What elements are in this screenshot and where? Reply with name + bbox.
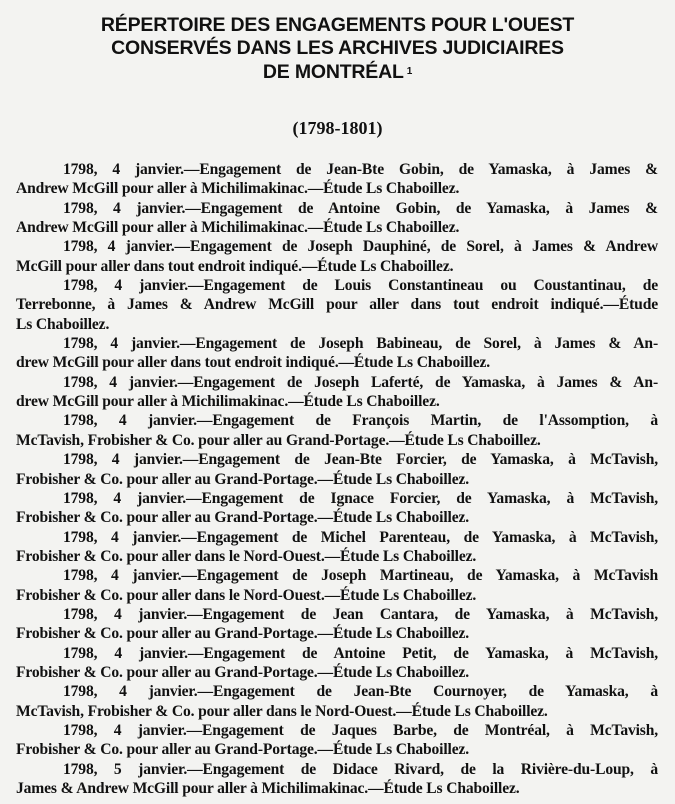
entry-line: 1798, 4 janvier.—Engagement de Ignace Forcier, de Yamaska, à McTavish,	[63, 489, 658, 507]
entry-line: 1798, 4 janvier.—Engagement de Joseph Martineau, de Yamaska, à McTavish	[63, 567, 658, 585]
entry-line: 1798, 4 janvier.—Engagement de Antoine Gobin, de Yamaska, à James &	[63, 199, 658, 217]
title-line	[0, 60, 675, 84]
entry-line: Frobisher & Co. pour aller au Grand-Portage.—Étude Ls Chaboillez.	[16, 470, 470, 488]
title-line: CONSERVÉS DANS LES ARCHIVES JUDICIAIRES	[111, 37, 564, 59]
entry-line: 1798, 4 janvier.—Engagement de Joseph Babineau, de Sorel, à James & An-	[63, 335, 658, 353]
entry-line: 1798, 4 janvier.—Engagement de Jean-Bte Forcier, de Yamaska, à McTavish,	[63, 451, 658, 469]
entry-line: 1798, 4 janvier.—Engagement de Louis Constantineau ou Coustantinau, de	[63, 277, 658, 295]
engagement-entry	[16, 334, 658, 373]
engagement-entry	[16, 760, 658, 799]
entry-line: Andrew McGill pour aller à Michilimakinac.—Étude Ls Chaboillez.	[16, 219, 460, 237]
entry-line: 1798, 4 janvier.—Engagement de Jaques Barbe, de Montréal, à McTavish,	[63, 721, 658, 739]
engagement-entry	[16, 644, 658, 683]
date-range-subtitle: (1798-1801)	[292, 118, 383, 138]
entry-line: Ls Chaboillez.	[16, 315, 110, 333]
entry-line: 1798, 5 janvier.—Engagement de Didace Rivard, de la Rivière-du-Loup, à	[63, 760, 658, 778]
title-line: RÉPERTOIRE DES ENGAGEMENTS POUR L'OUEST	[100, 14, 575, 36]
entry-line: Frobisher & Co. pour aller au Grand-Portage.—Étude Ls Chaboillez.	[16, 663, 470, 681]
entry-line: Frobisher & Co. pour aller au Grand-Portage.—Étude Ls Chaboillez.	[16, 625, 470, 643]
engagement-entry	[16, 721, 658, 760]
entry-line: McTavish, Frobisher & Co. pour aller dans le Nord-Ouest.—Étude Ls Chaboillez.	[16, 702, 548, 720]
entry-line: drew McGill pour aller dans tout endroit indiqué.—Étude Ls Chaboillez.	[16, 354, 490, 372]
engagement-entry	[16, 199, 658, 238]
entry-line: Frobisher & Co. pour aller au Grand-Portage.—Étude Ls Chaboillez.	[16, 509, 470, 527]
engagement-entry	[16, 276, 658, 334]
engagement-entry	[16, 605, 658, 644]
entry-line: McGill pour aller dans tout endroit indiqué.—Étude Ls Chaboillez.	[16, 257, 454, 275]
entry-line: McTavish, Frobisher & Co. pour aller au Grand-Portage.—Étude Ls Chaboillez.	[16, 431, 541, 449]
document-title	[0, 14, 675, 84]
engagement-entry	[16, 450, 658, 489]
entries-list	[16, 160, 658, 798]
engagement-entry	[16, 373, 658, 412]
entry-line: drew McGill pour aller à Michilimakinac.—Étude Ls Chaboillez.	[16, 393, 440, 411]
entry-line: 1798, 4 janvier.—Engagement de Michel Parenteau, de Yamaska, à McTavish,	[63, 528, 658, 546]
engagement-entry	[16, 160, 658, 199]
engagement-entry	[16, 528, 658, 567]
engagement-entry	[16, 411, 658, 450]
title-line-text: DE MONTRÉAL	[262, 61, 404, 83]
entry-line: 1798, 4 janvier.—Engagement de François Martin, de l'Assomption, à	[63, 412, 658, 430]
entry-line: 1798, 4 janvier.—Engagement de Jean-Bte Cournoyer, de Yamaska, à	[63, 683, 658, 701]
entry-line: 1798, 4 janvier.—Engagement de Jean Cantara, de Yamaska, à McTavish,	[63, 605, 658, 623]
entry-line: Frobisher & Co. pour aller dans le Nord-Ouest.—Étude Ls Chaboillez.	[16, 586, 477, 604]
entry-line: Frobisher & Co. pour aller au Grand-Portage.—Étude Ls Chaboillez.	[16, 741, 470, 759]
engagement-entry	[16, 682, 658, 721]
engagement-entry	[16, 489, 658, 528]
entry-line: Frobisher & Co. pour aller dans le Nord-Ouest.—Étude Ls Chaboillez.	[16, 547, 477, 565]
entry-line: Terrebonne, à James & Andrew McGill pour aller dans tout endroit indiqué.—Étude	[16, 296, 658, 314]
entry-line: 1798, 4 janvier.—Engagement de Jean-Bte Gobin, de Yamaska, à James &	[63, 161, 658, 178]
entry-line: 1798, 4 janvier.—Engagement de Joseph Laferté, de Yamaska, à James & An-	[63, 373, 658, 391]
engagement-entry	[16, 237, 658, 276]
entry-line: Andrew McGill pour aller à Michilimakinac.—Étude Ls Chaboillez.	[16, 180, 460, 198]
entry-line: 1798, 4 janvier.—Engagement de Antoine Petit, de Yamaska, à McTavish,	[63, 644, 658, 662]
footnote-marker: 1	[406, 66, 413, 77]
engagement-entry	[16, 566, 658, 605]
entry-line: James & Andrew McGill pour aller à Michilimakinac.—Étude Ls Chaboillez.	[16, 780, 520, 797]
entry-line: 1798, 4 janvier.—Engagement de Joseph Dauphiné, de Sorel, à James & Andrew	[63, 238, 658, 256]
